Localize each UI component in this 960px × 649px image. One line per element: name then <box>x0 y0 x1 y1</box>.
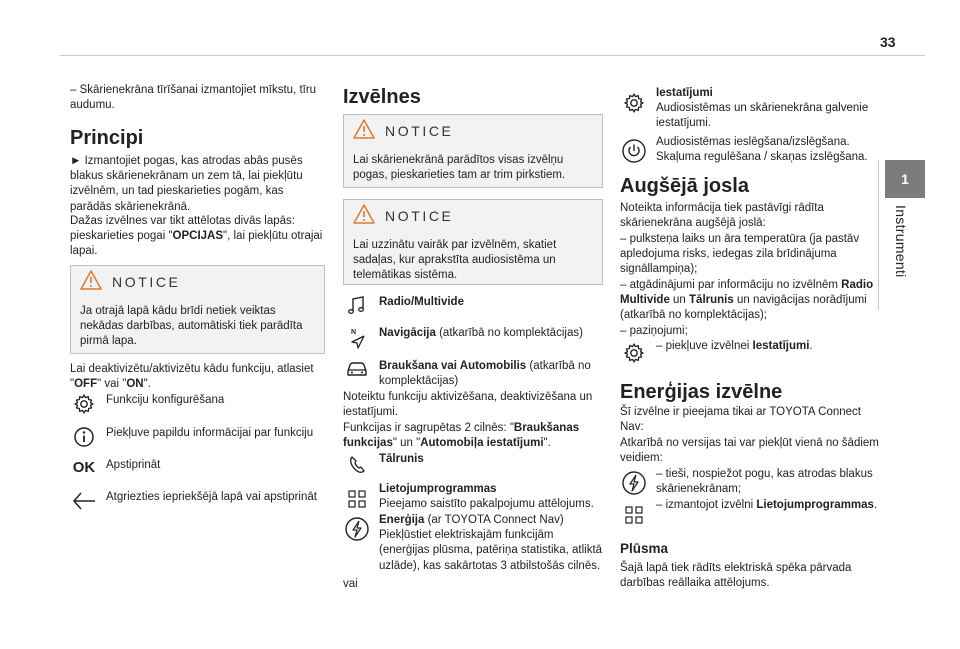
energy-method-2: – izmantojot izvēlni Lietojumprogrammas. <box>656 499 878 511</box>
info-text: Piekļuve papildu informācijai par funkciju <box>106 427 314 439</box>
music-note-icon <box>343 295 371 319</box>
izvelnes-heading: Izvēlnes <box>343 86 421 108</box>
energy-menu-heading: Enerģijas izvēlne <box>620 381 783 403</box>
topbar-heading: Augšējā josla <box>620 175 749 197</box>
notice-text: Lai uzzinātu vairāk par izvēlnēm, skatiet sadaļas, kur aprakstīta audiosistēma un telemātikas sistēma. <box>353 239 557 282</box>
energy-icon <box>343 513 371 537</box>
topbar-paragraph: Noteikta informācija tiek pastāvīgi rādīta skārienekrāna augšējā joslā: <box>620 202 824 230</box>
svg-text:N: N <box>351 329 357 336</box>
configure-text: Funkciju konfigurēšana <box>106 394 225 406</box>
intro-text: – Skārienekrāna tīrīšanai izmantojiet mīkstu, tīru audumu. <box>70 84 317 112</box>
topbar-item-3: – paziņojumi; <box>620 325 688 337</box>
apps-grid-icon <box>620 498 648 522</box>
configure-row <box>70 393 325 417</box>
car-icon <box>343 359 371 383</box>
topbar-item-2: – atgādinājumi par informāciju no izvēlnēm Radio Multivide un Tālrunis un navigācijas norādījumi (atkarībā no komplektācijas); <box>620 279 874 322</box>
back-text: Atgriezties iepriekšējā lapā vai apstiprināt <box>106 491 317 503</box>
energy-text: Enerģija (ar TOYOTA Connect Nav) Piekļūstiet elektriskajām funkcijām (enerģijas plūsma, patēriņa statistika, atliktā uzlāde), kas sakārtotas 3 atbilstošās cilnēs. <box>379 514 603 572</box>
apps-row <box>343 482 603 512</box>
topbar-settings-row <box>620 339 880 363</box>
energy-apps-row <box>620 498 880 522</box>
notice-text: Ja otrajā lapā kādu brīdi netiek veiktas nekādas darbības, automātiski tiek parādīta pirmā lapa. <box>80 305 303 348</box>
notice-box-1 <box>343 114 603 188</box>
principi-heading: Principi <box>70 127 144 149</box>
flow-text: Šajā lapā tiek rādīts elektriskā spēka pārvada darbības reāllaika attēlojums. <box>620 562 852 590</box>
driving-paragraph-3: Funkcijas ir sagrupētas 2 cilnēs: "Braukšanas funkcijas" un "Automobiļa iestatījumi". <box>343 422 580 450</box>
notice-box <box>70 265 325 354</box>
notice-box-2 <box>343 199 603 285</box>
principi-paragraph-2: Dažas izvēlnes var tikt attēlotas divās lapās: pieskarieties pogai "OPCIJAS", lai piekļūtu otrajai lapai. <box>70 215 323 258</box>
energy-row <box>343 513 603 574</box>
warning-icon <box>80 270 102 295</box>
energy-icon <box>620 467 648 491</box>
warning-icon <box>353 119 375 144</box>
notice-label: NOTICE <box>385 123 454 140</box>
gear-icon <box>620 339 648 363</box>
ok-icon: OK <box>72 459 96 476</box>
info-icon <box>70 426 98 450</box>
topbar-item-1: – pulksteņa laiks un āra temperatūra (ja pastāv apledojuma risks, iedegas zila brīdinājuma signāllampiņa); <box>620 233 860 276</box>
driving-row <box>343 359 603 389</box>
radio-label: Radio/Multivide <box>379 296 464 308</box>
phone-icon <box>343 452 371 476</box>
settings-text: Iestatījumi <box>656 87 713 99</box>
toggle-text: Lai deaktivizētu/aktivizētu kādu funkciju, atlasiet "OFF" vai "ON". <box>70 363 314 391</box>
driving-paragraph-2: Noteiktu funkciju aktivizēšana, deaktivizēšana un iestatījumi. <box>343 391 593 419</box>
topbar-item-4: – piekļuve izvēlnei Iestatījumi. <box>656 340 813 352</box>
notice-label: NOTICE <box>385 208 454 225</box>
energy-menu-paragraph-2: Atkarībā no versijas tai var piekļūt vienā no šādiem veidiem: <box>620 437 879 465</box>
settings-desc: Audiosistēmas un skārienekrāna galvenie iestatījumi. <box>656 102 869 130</box>
driving-text: Braukšana vai Automobilis (atkarībā no komplektācijas) <box>379 360 591 388</box>
navigation-icon <box>343 326 371 350</box>
notice-label: NOTICE <box>112 274 181 291</box>
power-icon <box>620 135 648 159</box>
phone-label: Tālrunis <box>379 453 424 465</box>
back-row <box>70 490 325 514</box>
power-text: Audiosistēmas ieslēgšana/izslēgšana. Skaļuma regulēšana / skaņas izslēgšana. <box>656 136 868 164</box>
notice-text: Lai skārienekrānā parādītos visas izvēlņu pogas, pieskarieties tam ar trim pirkstiem. <box>353 154 566 182</box>
principi-paragraph-1: ► Izmantojiet pogas, kas atrodas abās pusēs blakus skārienekrānam un zem tā, lai piekļūtu izvēlnēm, un tad pieskarieties pogām, kas parādās skārienekrānā. <box>70 155 303 213</box>
navigation-text: Navigācija (atkarībā no komplektācijas) <box>379 327 583 339</box>
apps-text: Lietojumprogrammas Pieejamo saistīto pakalpojumu attēlojums. <box>379 483 594 511</box>
chapter-number-tab: 1 <box>885 160 925 198</box>
phone-row <box>343 452 603 476</box>
chapter-title: Instrumenti <box>893 205 909 278</box>
power-row <box>620 135 880 165</box>
page-number: 33 <box>880 34 896 50</box>
back-arrow-icon <box>70 490 98 514</box>
gear-icon <box>70 393 98 417</box>
energy-method-1: – tieši, nospiežot pogu, kas atrodas blakus skārienekrānam; <box>656 468 873 496</box>
apps-grid-icon <box>343 482 371 506</box>
energy-direct-row <box>620 467 880 497</box>
radio-row <box>343 295 603 319</box>
confirm-text: Apstiprināt <box>106 459 161 471</box>
confirm-row <box>70 458 325 482</box>
warning-icon <box>353 204 375 229</box>
navigation-row <box>343 326 603 350</box>
info-row <box>70 426 325 450</box>
energy-tail: vai <box>343 578 358 590</box>
energy-menu-paragraph-1: Šī izvēlne ir pieejama tikai ar TOYOTA Connect Nav: <box>620 406 861 434</box>
header-rule <box>60 55 925 56</box>
flow-heading: Plūsma <box>620 541 669 556</box>
